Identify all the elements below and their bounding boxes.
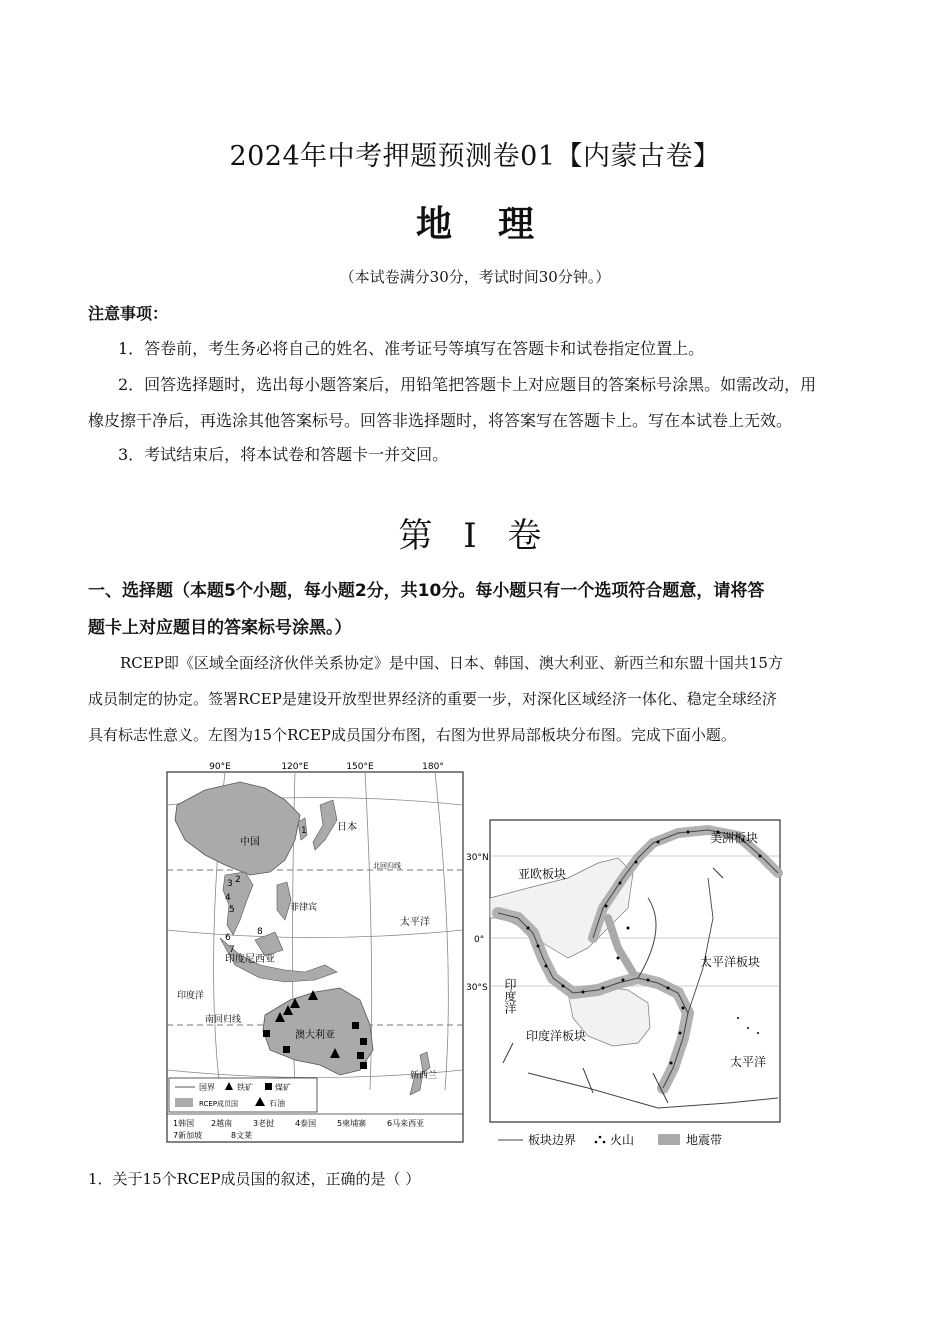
number-4: 4 xyxy=(225,893,231,903)
label-pacific-plate: 太平洋板块 xyxy=(700,955,761,969)
lon-label: 120°E xyxy=(281,762,309,772)
lon-label: 150°E xyxy=(346,762,374,772)
label-tropic-n: 北回归线 xyxy=(373,862,401,870)
rcep-member-map xyxy=(165,760,465,1145)
key-item: 1韩国 xyxy=(173,1119,195,1128)
number-5: 5 xyxy=(229,905,235,915)
passage-line-2: 成员制定的协定。签署RCEP是建设开放型世界经济的重要一步，对深化区域经济一体化、稳定全球经济 xyxy=(88,690,777,708)
subject-title: 地理 xyxy=(415,203,580,245)
legend-boundary: 板块边界 xyxy=(528,1133,577,1147)
label-philippines: 菲律宾 xyxy=(290,903,318,913)
label-newzealand: 新西兰 xyxy=(410,1071,438,1081)
lon-label: 90°E xyxy=(209,762,231,772)
document-title: 2024年中考押题预测卷01【内蒙古卷】 xyxy=(229,141,721,172)
key-item: 8文莱 xyxy=(231,1131,253,1140)
notice-item-2-cont: 橡皮擦干净后，再选涂其他答案标号。回答非选择题时，将答案写在答题卡上。写在本试卷上无效。 xyxy=(88,411,793,430)
passage-line-3: 具有标志性意义。左图为15个RCEP成员国分布图，右图为世界局部板块分布图。完成下面小题。 xyxy=(88,726,736,744)
passage-line-1: RCEP即《区域全面经济伙伴关系协定》是中国、日本、韩国、澳大利亚、新西兰和东盟十国共15方 xyxy=(120,654,783,672)
notice-item-2: 2．回答选择题时，选出每小题答案后，用铅笔把答题卡上对应题目的答案标号涂黑。如需改动，用 xyxy=(118,375,817,394)
legend-volcano: 火山 xyxy=(610,1133,635,1147)
label-china: 中国 xyxy=(240,837,260,848)
number-6: 6 xyxy=(225,933,231,943)
label-indian-ocean: 印度洋 xyxy=(177,991,205,1001)
lat-label: 30°N xyxy=(466,853,489,863)
question-1: 1．关于15个RCEP成员国的叙述，正确的是（ ） xyxy=(88,1170,421,1188)
number-3: 3 xyxy=(227,879,233,889)
legend-oil: 石油 xyxy=(269,1099,285,1108)
volume-title: 第 I 卷 xyxy=(398,516,552,556)
lon-label: 180° xyxy=(422,762,444,772)
number-1: 1 xyxy=(301,826,307,836)
legend-border: 国界 xyxy=(199,1083,215,1092)
label-japan: 日本 xyxy=(337,822,357,833)
section-heading-cont: 题卡上对应题目的答案标号涂黑。） xyxy=(88,618,352,638)
number-8: 8 xyxy=(257,927,263,937)
legend-coal: 煤矿 xyxy=(275,1083,291,1092)
section-heading: 一、选择题（本题5个小题，每小题2分，共10分。每小题只有一个选项符合题意，请将答 xyxy=(88,581,765,601)
number-2: 2 xyxy=(235,875,241,885)
score-info: （本试卷满分30分，考试时间30分钟。） xyxy=(339,268,611,286)
legend-member: RCEP成员国 xyxy=(199,1100,239,1108)
label-indonesia: 印度尼西亚 xyxy=(225,954,275,965)
label-eurasia-plate: 亚欧板块 xyxy=(518,867,567,881)
label-pacific: 太平洋 xyxy=(730,1055,767,1069)
key-item: 3老挝 xyxy=(253,1119,275,1128)
key-item: 4泰国 xyxy=(295,1119,317,1128)
legend-iron: 铁矿 xyxy=(237,1083,253,1092)
lat-label: 0° xyxy=(474,935,485,945)
label-indian-plate: 印度洋板块 xyxy=(526,1029,587,1043)
label-australia: 澳大利亚 xyxy=(295,1030,335,1041)
label-indian-ocean: 印度洋 xyxy=(503,978,517,1014)
label-tropic-s: 南回归线 xyxy=(205,1015,242,1025)
legend-quake: 地震带 xyxy=(686,1133,723,1147)
key-item: 6马来西亚 xyxy=(387,1119,425,1128)
plate-boundary-map xyxy=(466,818,788,1153)
notice-item-3: 3．考试结束后，将本试卷和答题卡一并交回。 xyxy=(118,445,449,464)
key-item: 2越南 xyxy=(211,1119,233,1128)
key-item: 7新加坡 xyxy=(173,1131,203,1140)
notice-heading: 注意事项： xyxy=(88,304,169,323)
number-7: 7 xyxy=(229,945,235,955)
label-pacific: 太平洋 xyxy=(400,917,430,928)
label-americas-plate: 美洲板块 xyxy=(710,831,759,845)
key-item: 5柬埔寨 xyxy=(337,1119,367,1128)
lat-label: 30°S xyxy=(466,983,488,993)
notice-item-1: 1．答卷前，考生务必将自己的姓名、准考证号等填写在答题卡和试卷指定位置上。 xyxy=(118,339,705,358)
